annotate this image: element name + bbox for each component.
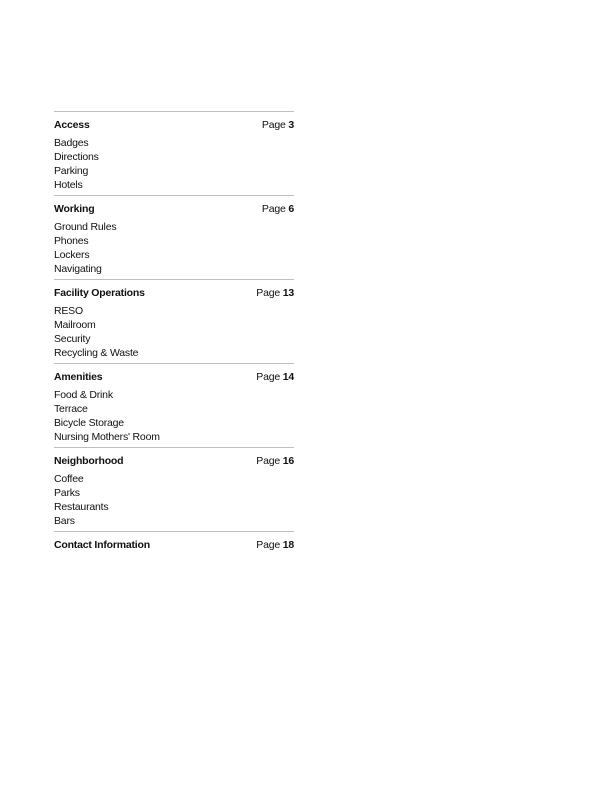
section-title[interactable]: Access: [54, 119, 90, 131]
page-word: Page: [261, 203, 286, 215]
toc-item[interactable]: Ground Rules: [54, 221, 117, 233]
toc-section-working: [54, 195, 294, 279]
section-header: [54, 370, 294, 384]
page-word: Page: [256, 287, 280, 299]
toc-section-access: [54, 111, 294, 195]
toc-item[interactable]: Directions: [54, 151, 99, 163]
toc-item[interactable]: Terrace: [54, 403, 88, 415]
page-word: Page: [256, 539, 280, 551]
page-number: 16: [282, 455, 294, 467]
page-word: Page: [256, 371, 280, 383]
section-items: [54, 388, 294, 444]
toc-item[interactable]: Parks: [54, 487, 80, 499]
section-items: [54, 304, 294, 360]
page-reference[interactable]: [256, 370, 294, 384]
toc-item[interactable]: Recycling & Waste: [54, 347, 139, 359]
section-header: [54, 118, 294, 132]
page-number: 18: [282, 539, 294, 551]
page-reference[interactable]: [262, 118, 294, 132]
toc-item[interactable]: Bars: [54, 515, 75, 527]
toc-item[interactable]: Bicycle Storage: [54, 417, 124, 429]
toc-item[interactable]: Navigating: [54, 263, 102, 275]
page-number: 13: [282, 287, 294, 299]
toc-item[interactable]: Phones: [54, 235, 89, 247]
table-of-contents: [54, 111, 294, 556]
section-header: [54, 286, 294, 300]
section-items: [54, 472, 294, 528]
toc-section-contact-information: [54, 531, 294, 552]
page-number: 6: [288, 203, 294, 215]
page-word: Page: [256, 455, 280, 467]
toc-section-amenities: [54, 363, 294, 447]
section-items: [54, 136, 294, 192]
section-title[interactable]: Amenities: [54, 371, 103, 383]
toc-item[interactable]: Security: [54, 333, 91, 345]
toc-item[interactable]: Coffee: [54, 473, 84, 485]
section-title[interactable]: Contact Information: [54, 539, 150, 551]
section-header: [54, 454, 294, 468]
toc-item[interactable]: Mailroom: [54, 319, 96, 331]
section-header: [54, 538, 294, 552]
toc-item[interactable]: RESO: [54, 305, 83, 317]
section-header: [54, 202, 294, 216]
toc-item[interactable]: Nursing Mothers' Room: [54, 431, 160, 443]
toc-item[interactable]: Food & Drink: [54, 389, 113, 401]
toc-item[interactable]: Parking: [54, 165, 89, 177]
page-reference[interactable]: [262, 202, 294, 216]
toc-section-facility-operations: [54, 279, 294, 363]
section-title[interactable]: Facility Operations: [54, 287, 145, 299]
page-reference[interactable]: [256, 454, 294, 468]
section-items: [54, 220, 294, 276]
page-reference[interactable]: [256, 538, 294, 552]
page-word: Page: [261, 119, 286, 131]
toc-item[interactable]: Restaurants: [54, 501, 109, 513]
toc-item[interactable]: Hotels: [54, 179, 83, 191]
section-title[interactable]: Working: [54, 203, 95, 215]
toc-item[interactable]: Badges: [54, 137, 89, 149]
page-reference[interactable]: [256, 286, 294, 300]
section-title[interactable]: Neighborhood: [54, 455, 124, 467]
toc-section-neighborhood: [54, 447, 294, 531]
toc-item[interactable]: Lockers: [54, 249, 90, 261]
page-number: 14: [282, 371, 294, 383]
page-number: 3: [288, 119, 294, 131]
